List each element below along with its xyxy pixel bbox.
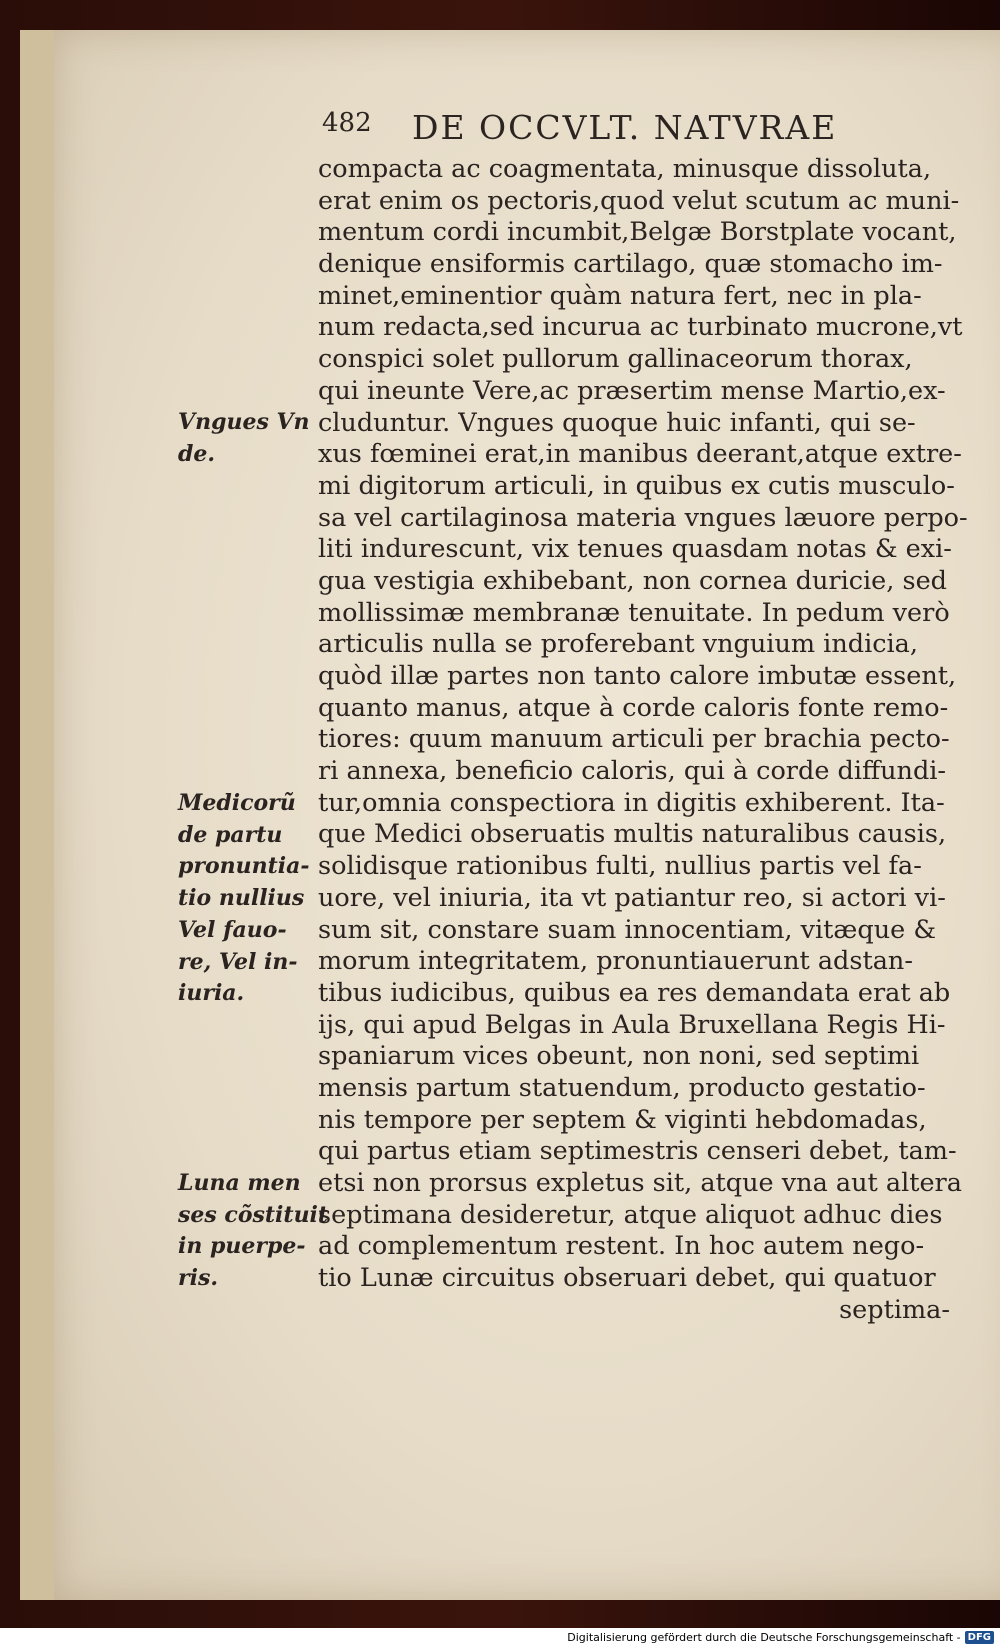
credit-text: Digitalisierung gefördert durch die Deutsche Forschungsgemeinschaft - [567,1631,961,1644]
text-line: qui partus etiam septimestris censeri debet, tam- [318,1136,957,1167]
text-line: gua vestigia exhibebant, non cornea duricie, sed [318,565,947,596]
marginal-note-line: Vngues Vn [178,409,310,435]
text-line: ad complementum restent. In hoc autem nego- [318,1231,925,1262]
text-line: tur,omnia conspectiora in digitis exhiberent. Ita- [318,787,945,818]
text-line: compacta ac coagmentata, minusque dissoluta, [318,154,932,184]
main-text [318,154,980,1326]
text-line: nis tempore per septem & viginti hebdomadas, [318,1104,927,1135]
text-line: septimana desideretur, atque aliquot adhuc dies [318,1199,943,1230]
marginal-note-line: ses cõstituit [178,1201,329,1228]
text-line: num redacta,sed incurua ac turbinato mucrone,vt [318,312,963,343]
text-line: minet,eminentior quàm natura fert, nec in pla- [318,280,922,311]
marginal-note-line: pronuntia- [178,853,310,880]
text-line: articulis nulla se proferebant vnguium indicia, [318,629,918,660]
text-line: quanto manus, atque à corde caloris fonte remo- [318,692,949,723]
marginal-note-line: Vel fauo- [178,916,287,943]
marginal-note-line: ris. [178,1265,218,1292]
marginal-note-line: de. [178,440,216,467]
text-line: etsi non prorsus expletus sit, atque vna aut altera [318,1168,962,1198]
marginal-note-line: re, Vel in- [178,948,298,975]
text-line: tio Lunæ circuitus obseruari debet, qui quatuor [318,1263,936,1294]
marginal-note-line: tio nullius [178,885,305,912]
text-line: cluduntur. Vngues quoque huic infanti, qui se- [318,407,916,438]
running-head: DE OCCVLT. NATVRAE [412,108,838,147]
text-line: mentum cordi incumbit,Belgæ Borstplate vocant, [318,217,957,248]
text-line: ijs, qui apud Belgas in Aula Bruxellana Regis Hi- [318,1009,946,1040]
text-line: conspici solet pullorum gallinaceorum thorax, [318,344,913,375]
dfg-logo: DFG [965,1631,994,1644]
page-number: 482 [322,108,372,138]
text-line: denique ensiformis cartilago, quæ stomacho im- [318,249,943,280]
marginal-note-vngues [178,407,318,470]
text-line: qui ineunte Vere,ac præsertim mense Martio,ex- [318,375,946,406]
text-line: xus fœminei erat,in manibus deerant,atque extre- [318,439,962,470]
page-header [322,108,877,148]
text-line: uore, vel iniuria, ita vt patiantur reo, si actori vi- [318,882,946,913]
text-line: tiores: quum manuum articuli per brachia pecto- [318,724,950,755]
text-line: mensis partum statuendum, producto gestatio- [318,1072,926,1103]
text-line: quòd illæ partes non tanto calore imbutæ essent, [318,661,957,691]
marginal-note-line: Medicorũ [178,790,296,816]
marginal-note-line: de partu [178,821,283,848]
digitization-credit-bar [0,1628,1000,1647]
text-line: que Medici obseruatis multis naturalibus causis, [318,819,947,850]
text-line: spaniarum vices obeunt, non noni, sed septimi [318,1041,920,1072]
text-line: sa vel cartilaginosa materia vngues læuore perpo- [318,502,968,533]
text-line: erat enim os pectoris,quod velut scutum ac muni- [318,185,960,216]
text-line: septima- [839,1294,950,1325]
text-line: liti indurescunt, vix tenues quasdam notas & exi- [318,534,952,565]
marginal-note-luna [178,1168,329,1295]
text-line: ri annexa, beneficio caloris, qui à corde diffundi- [318,756,947,787]
text-line: mollissimæ membranæ tenuitate. In pedum verò [318,597,950,628]
marginal-note-line: Luna men [178,1170,301,1196]
text-line: solidisque rationibus fulti, nullius partis vel fa- [318,851,922,882]
text-line: tibus iudicibus, quibus ea res demandata erat ab [318,977,951,1008]
marginal-note-line: in puerpe- [178,1233,306,1260]
text-line: morum integritatem, pronuntiauerunt adstan- [318,946,913,977]
marginal-note-line: iuria. [178,980,245,1007]
marginal-note-medicorum [178,788,318,1010]
text-line: mi digitorum articuli, in quibus ex cutis musculo- [318,470,955,501]
text-line: sum sit, constare suam innocentiam, vitæque & [318,914,937,945]
